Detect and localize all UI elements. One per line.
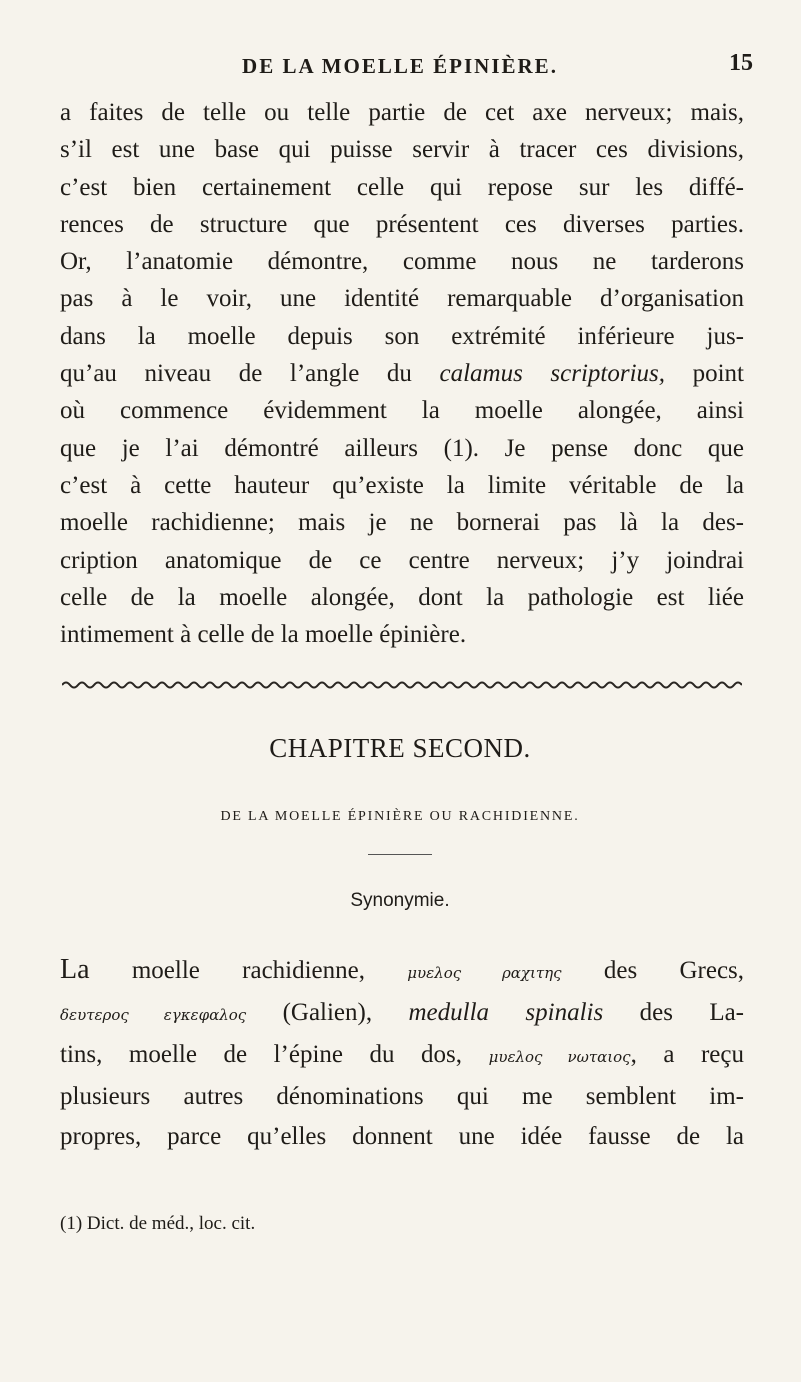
text-line: Or, l’anatomie démontre, comme nous ne tarderons — [60, 248, 744, 276]
text-line: cription anatomique de ce centre nerveux; j’y joindrai — [60, 546, 744, 574]
greek-term: μυελος ραχιτης — [407, 964, 562, 982]
text-line: propres, parce qu’elles donnent une idée fausse de la — [60, 1123, 744, 1150]
italic-term: medulla spinalis — [408, 999, 604, 1026]
text-line: dans la moelle depuis son extrémité inférieure jus- — [60, 322, 744, 350]
ornamental-rule — [62, 680, 742, 690]
text-line: plusieurs autres dénominations qui me semblent im- — [60, 1083, 744, 1110]
text-run: des Grecs, — [603, 957, 745, 984]
text-line — [60, 993, 744, 1035]
text-line — [60, 355, 744, 392]
page-number: 15 — [729, 50, 753, 76]
chapter-title: CHAPITRE SECOND. — [269, 733, 531, 763]
text-line: a faites de telle ou telle partie de cet axe nerveux; mais, — [60, 99, 744, 126]
text-line: intimement à celle de la moelle épinière. — [60, 621, 467, 649]
text-run: qu’au niveau de l’angle du — [60, 360, 412, 388]
text-run: (Galien), — [282, 999, 373, 1026]
text-line: celle de la moelle alongée, dont la pathologie est liée — [60, 583, 744, 611]
text-line — [60, 950, 744, 993]
text-line: où commence évidemment la moelle alongée, ainsi — [60, 397, 744, 425]
running-title: DE LA MOELLE ÉPINIÈRE. — [242, 54, 558, 78]
paragraph-1 — [60, 94, 744, 653]
text-line: pas à le voir, une identité remarquable d’organisation — [60, 285, 744, 313]
text-run: , a reçu — [630, 1041, 745, 1068]
text-line: moelle rachidienne; mais je ne bornerai pas là la des- — [60, 509, 744, 537]
text-run: tins, moelle de l’épine du dos, — [60, 1041, 463, 1068]
greek-term: μυελος νωταιος — [488, 1048, 631, 1066]
text-run: des La- — [639, 999, 745, 1026]
paragraph-2 — [60, 950, 744, 1157]
text-line: s’il est une base qui puisse servir à tracer ces divisions, — [60, 136, 744, 164]
text-run: moelle rachidienne, — [131, 957, 365, 984]
chapter-subtitle: DE LA MOELLE ÉPINIÈRE OU RACHIDIENNE. — [220, 809, 580, 824]
footnote: (1) Dict. de méd., loc. cit. — [60, 1213, 256, 1234]
text-line: c’est à cette hauteur qu’existe la limite véritable de la — [60, 471, 744, 499]
text-line: c’est bien certainement celle qui repose sur les diffé- — [60, 173, 744, 201]
text-line: que je l’ai démontré ailleurs (1). Je pense donc que — [60, 434, 744, 462]
greek-term: δευτερος εγκεφαλος — [60, 1006, 247, 1024]
text-line: rences de structure que présentent ces diverses parties. — [60, 210, 744, 238]
divider — [368, 854, 432, 855]
text-run: point — [692, 360, 745, 388]
italic-term: calamus scriptorius, — [439, 360, 666, 388]
text-line — [60, 1035, 744, 1077]
section-heading: Synonymie. — [350, 890, 450, 911]
lead-word: La — [60, 954, 90, 985]
